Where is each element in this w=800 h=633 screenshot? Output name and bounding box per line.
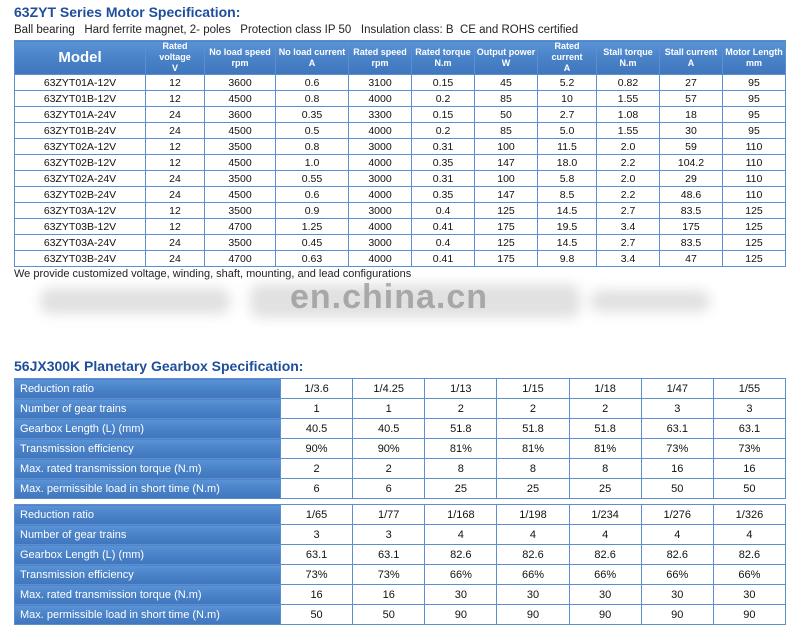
motor-col-header-unit: V — [171, 63, 178, 73]
motor-value-cell: 1.08 — [597, 107, 660, 123]
gearbox-value-cell: 90 — [713, 605, 785, 625]
gearbox-value-cell: 1/47 — [641, 379, 713, 399]
motor-value-cell: 3000 — [349, 171, 412, 187]
gearbox-value-cell: 1/18 — [569, 379, 641, 399]
motor-col-header — [412, 41, 475, 75]
gearbox-value-cell: 2 — [281, 459, 353, 479]
motor-table-header-row — [15, 41, 786, 75]
motor-value-cell: 24 — [146, 251, 205, 267]
motor-col-header-name: Stall torque — [603, 46, 653, 57]
motor-value-cell: 3300 — [349, 107, 412, 123]
motor-col-header-name: Motor Length — [725, 46, 783, 57]
gearbox-value-cell: 16 — [641, 459, 713, 479]
motor-col-header — [349, 41, 412, 75]
motor-col-header-name: No load speed — [209, 46, 271, 57]
table-row — [15, 187, 786, 203]
motor-col-header-name: Rated torque — [415, 46, 471, 57]
gearbox-value-cell: 66% — [425, 565, 497, 585]
gearbox-value-cell: 90 — [641, 605, 713, 625]
gearbox-value-cell: 6 — [281, 479, 353, 499]
motor-value-cell: 147 — [475, 155, 538, 171]
motor-value-cell: 100 — [475, 139, 538, 155]
motor-col-header — [597, 41, 660, 75]
motor-value-cell: 2.0 — [597, 171, 660, 187]
motor-value-cell: 0.63 — [276, 251, 349, 267]
motor-col-header-model: Model — [15, 41, 146, 75]
motor-value-cell: 85 — [475, 123, 538, 139]
motor-value-cell: 9.8 — [538, 251, 597, 267]
motor-value-cell: 4700 — [205, 251, 276, 267]
table-row — [15, 203, 786, 219]
gearbox-value-cell: 2 — [569, 399, 641, 419]
gearbox-value-cell: 81% — [425, 439, 497, 459]
motor-value-cell: 12 — [146, 203, 205, 219]
motor-col-header-name: Output power — [476, 46, 536, 57]
motor-value-cell: 5.2 — [538, 75, 597, 91]
motor-value-cell: 10 — [538, 91, 597, 107]
motor-model-cell: 63ZYT02A-12V — [15, 139, 146, 155]
gearbox-value-cell: 40.5 — [281, 419, 353, 439]
motor-value-cell: 0.41 — [412, 219, 475, 235]
motor-value-cell: 83.5 — [660, 203, 723, 219]
motor-value-cell: 14.5 — [538, 235, 597, 251]
motor-value-cell: 0.35 — [412, 155, 475, 171]
gearbox-value-cell: 8 — [425, 459, 497, 479]
gearbox-row-label: Max. permissible load in short time (N.m) — [15, 605, 281, 625]
gearbox-value-cell: 1/198 — [497, 505, 569, 525]
motor-value-cell: 1.55 — [597, 123, 660, 139]
gearbox-value-cell: 1/276 — [641, 505, 713, 525]
motor-value-cell: 18 — [660, 107, 723, 123]
motor-col-header-name: No load current — [278, 46, 346, 57]
motor-value-cell: 5.8 — [538, 171, 597, 187]
motor-value-cell: 0.5 — [276, 123, 349, 139]
gearbox-value-cell: 1 — [353, 399, 425, 419]
watermark-text: en.china.cn — [290, 278, 489, 316]
gearbox-row-label: Number of gear trains — [15, 399, 281, 419]
gearbox-value-cell: 82.6 — [713, 545, 785, 565]
motor-value-cell: 175 — [475, 251, 538, 267]
gearbox-value-cell: 16 — [281, 585, 353, 605]
gearbox-table2-body — [15, 505, 786, 625]
motor-value-cell: 4500 — [205, 187, 276, 203]
gearbox-value-cell: 16 — [713, 459, 785, 479]
gearbox-row-label: Reduction ratio — [15, 379, 281, 399]
motor-value-cell: 0.2 — [412, 123, 475, 139]
gearbox-value-cell: 4 — [569, 525, 641, 545]
gearbox-value-cell: 90 — [569, 605, 641, 625]
table-row — [15, 439, 786, 459]
gearbox-value-cell: 90 — [497, 605, 569, 625]
motor-value-cell: 104.2 — [660, 155, 723, 171]
motor-value-cell: 4000 — [349, 91, 412, 107]
motor-value-cell: 125 — [723, 203, 786, 219]
motor-value-cell: 0.31 — [412, 171, 475, 187]
gearbox-row-label: Max. rated transmission torque (N.m) — [15, 459, 281, 479]
motor-value-cell: 29 — [660, 171, 723, 187]
motor-col-header-unit: W — [501, 57, 511, 68]
table-row — [15, 235, 786, 251]
motor-value-cell: 0.45 — [276, 235, 349, 251]
table-row — [15, 545, 786, 565]
motor-col-header-unit: N.m — [434, 57, 452, 68]
motor-col-header-unit: A — [687, 57, 695, 68]
table-row — [15, 479, 786, 499]
motor-value-cell: 125 — [723, 235, 786, 251]
gearbox-value-cell: 82.6 — [497, 545, 569, 565]
motor-value-cell: 8.5 — [538, 187, 597, 203]
motor-value-cell: 95 — [723, 91, 786, 107]
gearbox-value-cell: 3 — [713, 399, 785, 419]
motor-value-cell: 24 — [146, 107, 205, 123]
table-row — [15, 219, 786, 235]
gearbox-value-cell: 30 — [569, 585, 641, 605]
gearbox-value-cell: 3 — [353, 525, 425, 545]
table-row — [15, 251, 786, 267]
gearbox-section-title: 56JX300K Planetary Gearbox Specification: — [14, 358, 304, 374]
motor-value-cell: 4700 — [205, 219, 276, 235]
motor-value-cell: 24 — [146, 235, 205, 251]
table-row — [15, 605, 786, 625]
motor-value-cell: 24 — [146, 123, 205, 139]
gearbox-value-cell: 1/55 — [713, 379, 785, 399]
motor-col-header-unit: A — [563, 63, 571, 73]
gearbox-value-cell: 50 — [281, 605, 353, 625]
motor-value-cell: 1.25 — [276, 219, 349, 235]
gearbox-value-cell: 25 — [497, 479, 569, 499]
gearbox-value-cell: 3 — [281, 525, 353, 545]
gearbox-value-cell: 2 — [425, 399, 497, 419]
motor-value-cell: 110 — [723, 171, 786, 187]
table-row — [15, 155, 786, 171]
table-row — [15, 505, 786, 525]
gearbox-value-cell: 1/77 — [353, 505, 425, 525]
motor-value-cell: 4000 — [349, 187, 412, 203]
motor-value-cell: 27 — [660, 75, 723, 91]
motor-col-header — [723, 41, 786, 75]
motor-value-cell: 4000 — [349, 251, 412, 267]
motor-value-cell: 4500 — [205, 91, 276, 107]
motor-value-cell: 12 — [146, 139, 205, 155]
motor-value-cell: 18.0 — [538, 155, 597, 171]
gearbox-value-cell: 66% — [713, 565, 785, 585]
motor-value-cell: 110 — [723, 155, 786, 171]
motor-model-cell: 63ZYT02B-12V — [15, 155, 146, 171]
motor-value-cell: 110 — [723, 139, 786, 155]
gearbox-value-cell: 73% — [641, 439, 713, 459]
gearbox-value-cell: 90 — [425, 605, 497, 625]
motor-value-cell: 0.4 — [412, 203, 475, 219]
motor-value-cell: 47 — [660, 251, 723, 267]
gearbox-row-label: Max. rated transmission torque (N.m) — [15, 585, 281, 605]
gearbox-value-cell: 6 — [353, 479, 425, 499]
table-row — [15, 171, 786, 187]
motor-value-cell: 24 — [146, 187, 205, 203]
gearbox-table1-body — [15, 379, 786, 499]
motor-value-cell: 12 — [146, 155, 205, 171]
gearbox-value-cell: 4 — [425, 525, 497, 545]
table-row — [15, 107, 786, 123]
motor-value-cell: 0.55 — [276, 171, 349, 187]
gearbox-row-label: Number of gear trains — [15, 525, 281, 545]
gearbox-value-cell: 3 — [641, 399, 713, 419]
motor-value-cell: 12 — [146, 75, 205, 91]
gearbox-row-label: Transmission efficiency — [15, 439, 281, 459]
motor-value-cell: 1.55 — [597, 91, 660, 107]
gearbox-value-cell: 1/15 — [497, 379, 569, 399]
motor-value-cell: 0.6 — [276, 187, 349, 203]
motor-value-cell: 3000 — [349, 235, 412, 251]
table-row — [15, 123, 786, 139]
motor-value-cell: 24 — [146, 171, 205, 187]
gearbox-value-cell: 82.6 — [425, 545, 497, 565]
gearbox-value-cell: 8 — [569, 459, 641, 479]
gearbox-value-cell: 81% — [497, 439, 569, 459]
motor-model-cell: 63ZYT01A-12V — [15, 75, 146, 91]
motor-value-cell: 2.7 — [597, 203, 660, 219]
gearbox-value-cell: 16 — [353, 585, 425, 605]
motor-value-cell: 0.8 — [276, 91, 349, 107]
motor-value-cell: 3000 — [349, 139, 412, 155]
gearbox-value-cell: 63.1 — [281, 545, 353, 565]
gearbox-value-cell: 30 — [713, 585, 785, 605]
motor-value-cell: 4000 — [349, 155, 412, 171]
table-row — [15, 585, 786, 605]
motor-value-cell: 4000 — [349, 219, 412, 235]
motor-value-cell: 14.5 — [538, 203, 597, 219]
gearbox-value-cell: 50 — [713, 479, 785, 499]
gearbox-value-cell: 66% — [569, 565, 641, 585]
motor-model-cell: 63ZYT03B-12V — [15, 219, 146, 235]
gearbox-value-cell: 30 — [641, 585, 713, 605]
gearbox-value-cell: 25 — [569, 479, 641, 499]
table-row — [15, 91, 786, 107]
motor-value-cell: 3500 — [205, 139, 276, 155]
motor-customization-note: We provide customized voltage, winding, shaft, mounting, and lead configurations — [14, 268, 412, 280]
gearbox-value-cell: 1/13 — [425, 379, 497, 399]
gearbox-value-cell: 82.6 — [569, 545, 641, 565]
motor-col-header-name: Stall current — [664, 46, 718, 57]
motor-value-cell: 95 — [723, 75, 786, 91]
motor-value-cell: 3.4 — [597, 251, 660, 267]
gearbox-value-cell: 66% — [497, 565, 569, 585]
motor-model-cell: 63ZYT01B-12V — [15, 91, 146, 107]
gearbox-table-part2 — [14, 504, 786, 625]
motor-value-cell: 2.0 — [597, 139, 660, 155]
table-row — [15, 379, 786, 399]
motor-value-cell: 110 — [723, 187, 786, 203]
motor-value-cell: 85 — [475, 91, 538, 107]
motor-value-cell: 0.41 — [412, 251, 475, 267]
gearbox-value-cell: 51.8 — [569, 419, 641, 439]
motor-value-cell: 0.15 — [412, 107, 475, 123]
gearbox-table-part1 — [14, 378, 786, 499]
gearbox-value-cell: 1/326 — [713, 505, 785, 525]
motor-value-cell: 3500 — [205, 171, 276, 187]
gearbox-value-cell: 40.5 — [353, 419, 425, 439]
motor-col-header-name: Rated voltage — [159, 41, 191, 62]
gearbox-value-cell: 73% — [713, 439, 785, 459]
motor-value-cell: 100 — [475, 171, 538, 187]
motor-model-cell: 63ZYT03A-12V — [15, 203, 146, 219]
motor-value-cell: 0.4 — [412, 235, 475, 251]
motor-value-cell: 175 — [475, 219, 538, 235]
gearbox-value-cell: 90% — [281, 439, 353, 459]
motor-model-cell: 63ZYT02A-24V — [15, 171, 146, 187]
motor-value-cell: 59 — [660, 139, 723, 155]
motor-value-cell: 3500 — [205, 203, 276, 219]
motor-value-cell: 0.35 — [276, 107, 349, 123]
motor-table-head — [15, 41, 786, 75]
motor-specification-table — [14, 40, 786, 267]
motor-model-cell: 63ZYT01B-24V — [15, 123, 146, 139]
motor-value-cell: 3500 — [205, 235, 276, 251]
motor-col-header — [475, 41, 538, 75]
motor-value-cell: 4000 — [349, 123, 412, 139]
motor-col-header — [276, 41, 349, 75]
table-row — [15, 565, 786, 585]
motor-value-cell: 83.5 — [660, 235, 723, 251]
motor-col-header — [538, 41, 597, 75]
motor-value-cell: 95 — [723, 107, 786, 123]
motor-value-cell: 3000 — [349, 203, 412, 219]
motor-value-cell: 175 — [660, 219, 723, 235]
motor-value-cell: 125 — [475, 203, 538, 219]
motor-model-cell: 63ZYT03B-24V — [15, 251, 146, 267]
gearbox-value-cell: 2 — [497, 399, 569, 419]
motor-model-cell: 63ZYT02B-24V — [15, 187, 146, 203]
gearbox-value-cell: 1/234 — [569, 505, 641, 525]
motor-value-cell: 57 — [660, 91, 723, 107]
gearbox-value-cell: 51.8 — [425, 419, 497, 439]
motor-value-cell: 12 — [146, 91, 205, 107]
motor-value-cell: 45 — [475, 75, 538, 91]
gearbox-value-cell: 25 — [425, 479, 497, 499]
motor-value-cell: 3100 — [349, 75, 412, 91]
motor-col-header-name: Rated current — [551, 41, 583, 62]
gearbox-value-cell: 4 — [713, 525, 785, 545]
motor-value-cell: 0.31 — [412, 139, 475, 155]
motor-value-cell: 2.2 — [597, 155, 660, 171]
gearbox-value-cell: 50 — [353, 605, 425, 625]
motor-value-cell: 3600 — [205, 75, 276, 91]
motor-value-cell: 5.0 — [538, 123, 597, 139]
motor-value-cell: 50 — [475, 107, 538, 123]
motor-value-cell: 2.2 — [597, 187, 660, 203]
gearbox-value-cell: 73% — [281, 565, 353, 585]
gearbox-value-cell: 66% — [641, 565, 713, 585]
motor-value-cell: 125 — [723, 251, 786, 267]
motor-value-cell: 0.82 — [597, 75, 660, 91]
motor-section-subtitle: Ball bearing Hard ferrite magnet, 2- poles Protection class IP 50 Insulation class: B CE and ROHS certified — [14, 24, 579, 36]
gearbox-value-cell: 63.1 — [641, 419, 713, 439]
gearbox-value-cell: 81% — [569, 439, 641, 459]
motor-col-header — [146, 41, 205, 75]
motor-section-title: 63ZYT Series Motor Specification: — [14, 4, 241, 20]
motor-value-cell: 0.2 — [412, 91, 475, 107]
motor-value-cell: 19.5 — [538, 219, 597, 235]
motor-value-cell: 0.8 — [276, 139, 349, 155]
gearbox-value-cell: 51.8 — [497, 419, 569, 439]
motor-value-cell: 11.5 — [538, 139, 597, 155]
gearbox-value-cell: 1/4.25 — [353, 379, 425, 399]
motor-value-cell: 0.15 — [412, 75, 475, 91]
gearbox-value-cell: 90% — [353, 439, 425, 459]
gearbox-row-label: Max. permissible load in short time (N.m) — [15, 479, 281, 499]
motor-value-cell: 3.4 — [597, 219, 660, 235]
gearbox-value-cell: 30 — [425, 585, 497, 605]
motor-value-cell: 0.6 — [276, 75, 349, 91]
motor-col-header-unit: N.m — [619, 57, 637, 68]
motor-value-cell: 2.7 — [538, 107, 597, 123]
motor-value-cell: 30 — [660, 123, 723, 139]
motor-value-cell: 125 — [723, 219, 786, 235]
gearbox-value-cell: 1/65 — [281, 505, 353, 525]
motor-col-header-unit: rpm — [371, 57, 389, 68]
gearbox-value-cell: 2 — [353, 459, 425, 479]
gearbox-value-cell: 73% — [353, 565, 425, 585]
motor-value-cell: 12 — [146, 219, 205, 235]
gearbox-value-cell: 63.1 — [713, 419, 785, 439]
motor-value-cell: 0.35 — [412, 187, 475, 203]
gearbox-value-cell: 50 — [641, 479, 713, 499]
gearbox-row-label: Reduction ratio — [15, 505, 281, 525]
motor-value-cell: 3600 — [205, 107, 276, 123]
motor-col-header — [660, 41, 723, 75]
motor-col-header — [205, 41, 276, 75]
gearbox-value-cell: 4 — [497, 525, 569, 545]
motor-col-header-unit: rpm — [231, 57, 249, 68]
motor-value-cell: 4500 — [205, 123, 276, 139]
gearbox-value-cell: 1/3.6 — [281, 379, 353, 399]
motor-value-cell: 125 — [475, 235, 538, 251]
motor-value-cell: 95 — [723, 123, 786, 139]
gearbox-value-cell: 1 — [281, 399, 353, 419]
motor-table-body — [15, 75, 786, 267]
motor-value-cell: 2.7 — [597, 235, 660, 251]
gearbox-row-label: Gearbox Length (L) (mm) — [15, 545, 281, 565]
motor-value-cell: 0.9 — [276, 203, 349, 219]
gearbox-value-cell: 63.1 — [353, 545, 425, 565]
motor-value-cell: 48.6 — [660, 187, 723, 203]
motor-model-cell: 63ZYT03A-24V — [15, 235, 146, 251]
motor-model-cell: 63ZYT01A-24V — [15, 107, 146, 123]
table-row — [15, 139, 786, 155]
gearbox-value-cell: 82.6 — [641, 545, 713, 565]
gearbox-value-cell: 8 — [497, 459, 569, 479]
gearbox-row-label: Gearbox Length (L) (mm) — [15, 419, 281, 439]
motor-col-header-unit: mm — [745, 57, 762, 68]
motor-value-cell: 4500 — [205, 155, 276, 171]
motor-value-cell: 1.0 — [276, 155, 349, 171]
gearbox-value-cell: 4 — [641, 525, 713, 545]
motor-value-cell: 147 — [475, 187, 538, 203]
table-row — [15, 75, 786, 91]
table-row — [15, 399, 786, 419]
motor-col-header-name: Rated speed — [353, 46, 407, 57]
table-row — [15, 459, 786, 479]
watermark — [0, 270, 800, 340]
table-row — [15, 525, 786, 545]
gearbox-row-label: Transmission efficiency — [15, 565, 281, 585]
table-row — [15, 419, 786, 439]
motor-col-header-unit: A — [308, 57, 316, 68]
gearbox-value-cell: 1/168 — [425, 505, 497, 525]
gearbox-value-cell: 30 — [497, 585, 569, 605]
